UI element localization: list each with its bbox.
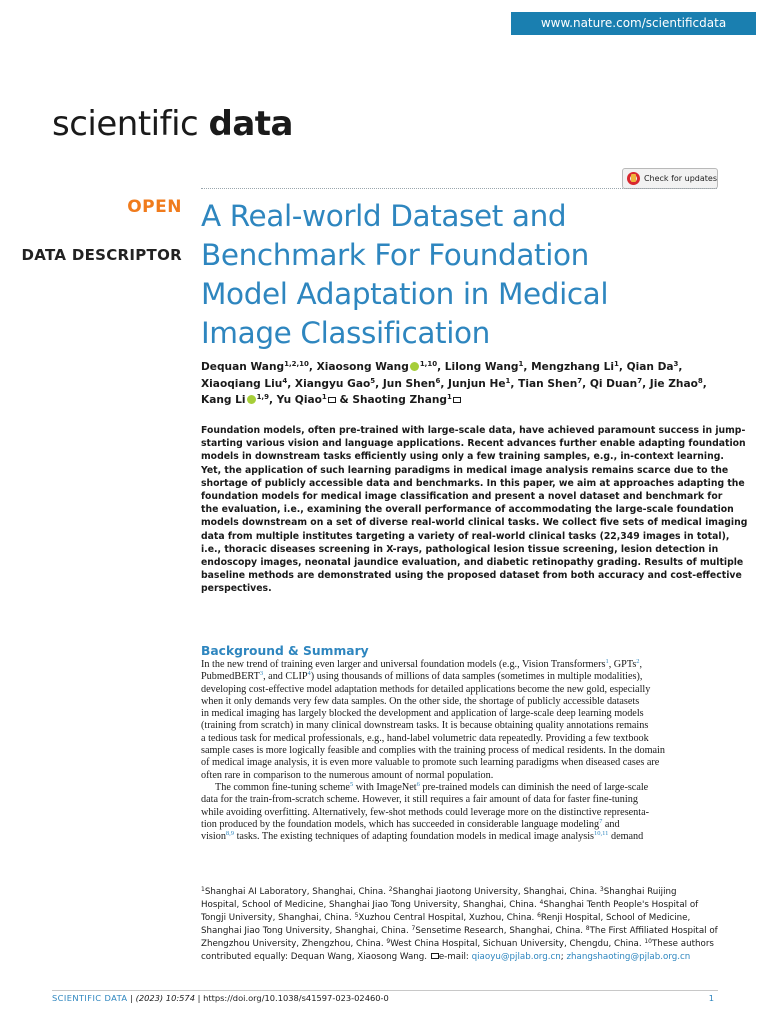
author-name[interactable]: , Jun Shen [375, 377, 436, 390]
body-line: vision$^{8,9}$ tasks. The existing techniques of adapting foundation models in medical image analysis$^{10,11}$ demand [201, 830, 644, 843]
footer-divider [52, 990, 718, 991]
author-name[interactable]: Dequan Wang [201, 361, 285, 373]
journal-logo [52, 104, 293, 144]
journal-url[interactable]: www.nature.com/scientificdata [511, 12, 756, 35]
journal-logo-bold: data [208, 104, 293, 144]
author-name[interactable]: Xiaoqiang Liu [201, 377, 283, 390]
check-for-updates-button[interactable] [622, 168, 718, 189]
author-name[interactable]: , Jie Zhao [642, 377, 698, 390]
author-line: Dequan Wang$^{1,2,10}$, Xiaosong Wang $^{1,10}$, Lilong Wang$^1$, Mengzhang Li$^1$, Qian Da$^3$, [201, 360, 683, 373]
abstract [201, 424, 748, 596]
article-title [201, 197, 731, 353]
section-heading: Background & Summary [201, 644, 369, 658]
orcid-icon[interactable] [410, 362, 419, 371]
author-name[interactable]: , Lilong Wang [437, 361, 519, 373]
affiliations [201, 886, 721, 963]
body-line: of medical image analysis, it is even more valuable to promote such learning paradigms when diseased cases are [201, 757, 660, 769]
footer-journal: SCIENTIFIC DATA [52, 993, 128, 1003]
author-list [201, 359, 721, 409]
author-name[interactable]: & Shaoting Zhang [335, 394, 447, 406]
affiliation-line: $^1$Shanghai AI Laboratory, Shanghai, China. $^2$Shanghai Jiaotong University, Shanghai, China. $^3$Shanghai Ruijing [201, 886, 677, 897]
body-line: sample cases is more logically feasible and complies with the training process of medical residents. In the domain [201, 745, 665, 757]
body-line: In the new trend of training even larger and universal foundation models (e.g., Vision Transformers$^1$, GPTs$^2$, [201, 658, 643, 670]
abstract-line: perspectives. [201, 583, 272, 595]
email-link[interactable]: qiaoyu@pjlab.org.cn [471, 951, 561, 962]
abstract-line: Foundation models, often pre-trained with large-scale data, have achieved paramount success in jump- [201, 425, 746, 436]
email-icon [431, 953, 439, 959]
abstract-line: the evaluation, i.e., examining the overall performance of accommodating the large-scale foundation [201, 504, 734, 516]
abstract-line: data from multiple institutes targeting a variety of real-world clinical tasks (22,349 images in total), [201, 530, 730, 542]
article-type-label: DATA DESCRIPTOR [21, 246, 182, 264]
email-icon[interactable] [453, 397, 461, 403]
affiliation-line: Shanghai Jiao Tong University, Shanghai, China. $^7$Sensetime Research, Shanghai, China. $^8$The First Affiliated Hospital of [201, 924, 718, 936]
citation-link[interactable]: 10,11 [594, 830, 609, 838]
body-line: a tedious task for medical professionals, e.g., hand-label volumetric data repeatedly. Providing a few textbook [201, 732, 649, 744]
title-line: Benchmark For Foundation [201, 238, 589, 272]
citation-link[interactable]: 7 [599, 817, 603, 825]
body-line: (training from scratch) in many clinical downstream tasks. It is because obtaining quality annotations remains [201, 720, 649, 732]
affiliation-line: Hospital, School of Medicine, Shanghai Jiao Tong University, Shanghai, China. $^4$Shanghai Tenth People's Hospital of [201, 898, 699, 910]
affiliation-line: contributed equally: Dequan Wang, Xiaosong Wang. e-mail: qiaoyu@pjlab.org.cn; zhangshaoting@pjlab.org.cn [201, 951, 691, 962]
dotted-divider [201, 188, 717, 189]
abstract-line: baseline methods are demonstrated using the proposed dataset from both accuracy and cost-effective [201, 570, 742, 582]
body-line: tion produced by the foundation models, which has succeeded in considerable language modeling$^7$ and [201, 817, 620, 830]
abstract-line: endoscopy images, neonatal jaundice evaluation, and diabetic retinopathy grading. Results of multiple [201, 557, 744, 569]
author-name[interactable]: , Tian Shen [510, 377, 578, 390]
author-name[interactable]: , Qian Da [618, 361, 674, 373]
author-name[interactable]: , Qi Duan [582, 377, 638, 390]
affiliation-line: Zhengzhou University, Zhengzhou, China. $^9$West China Hospital, Sichuan University, Chengdu, China. $^{10}$These authors [201, 937, 714, 949]
citation-link[interactable]: 1 [605, 658, 609, 665]
abstract-line: models in downstream tasks efficiently using only a few training samples, e.g., in-context learning. [201, 451, 724, 463]
abstract-line: starting various vision and language applications. Recent advances further enable adapting foundation [201, 438, 746, 450]
abstract-line: i.e., thoracic diseases screening in X-rays, pathological lesion tissue screening, lesion detection in [201, 543, 719, 555]
page-number: 1 [708, 993, 714, 1003]
title-line: Model Adaptation in Medical [201, 277, 609, 311]
author-line: Xiaoqiang Liu$^4$, Xiangyu Gao$^5$, Jun Shen$^6$, Junjun He$^1$, Tian Shen$^7$, Qi Duan$^7$, Jie Zhao$^8$, [201, 376, 707, 390]
abstract-line: shortage of publicly accessible data and benchmarks. In this paper, we aim at approaches adapting the [201, 477, 745, 489]
crossmark-icon [627, 172, 640, 185]
footer-doi[interactable]: | https://doi.org/10.1038/s41597-023-02460-0 [195, 993, 389, 1003]
citation-link[interactable]: 3 [259, 670, 264, 678]
title-line: A Real-world Dataset and [201, 199, 567, 233]
citation-link[interactable]: 8,9 [225, 830, 235, 838]
body-line: in medical imaging has largely blocked the development and application of large-scale deep learning models [201, 708, 644, 720]
journal-logo-light: scientific [52, 104, 209, 144]
body-text [201, 659, 717, 843]
citation-link[interactable]: 5 [349, 780, 354, 788]
body-line: developing cost-effective model adaptation methods for detailed applications become the new gold, especially [201, 683, 651, 695]
check-for-updates-label: Check for updates [643, 174, 717, 183]
author-name[interactable]: , Mengzhang Li [523, 361, 614, 373]
author-name[interactable]: , Junjun He [440, 377, 506, 390]
author-name[interactable]: Kang Li [201, 394, 246, 406]
author-name[interactable]: , Yu Qiao [268, 394, 322, 406]
footer-citation: (2023) 10:574 [135, 993, 195, 1003]
affiliation-line: Tongji University, Shanghai, China. $^5$Xuzhou Central Hospital, Xuzhou, China. $^6$Renji Hospital, School of Medicine, [201, 911, 691, 923]
author-line: Kang Li $^{1,9}$, Yu Qiao$^1$ & Shaoting Zhang$^1$ [201, 392, 721, 409]
citation-link[interactable]: 4 [307, 670, 311, 678]
body-line: while avoiding overfitting. Alternatively, few-shot methods could leverage more on the distinctive representa- [201, 806, 650, 818]
body-line: The common fine-tuning scheme$^5$ with ImageNet$^6$ pre-trained models can diminish the need of large-scale [215, 780, 649, 793]
citation-link[interactable]: 6 [416, 780, 420, 788]
email-icon[interactable] [328, 397, 336, 403]
open-access-label: OPEN [127, 197, 182, 217]
title-line: Image Classification [201, 316, 490, 350]
body-line: when it only demands very few data samples. On the other side, the shortage of publicly accessible datasets [201, 695, 640, 707]
body-line: often rare in comparison to the numerous amount of normal population. [201, 769, 494, 781]
author-name[interactable]: , Xiaosong Wang [308, 361, 409, 373]
footer: SCIENTIFIC DATA | (2023) 10:574 | https://doi.org/10.1038/s41597-023-02460-0 [52, 993, 389, 1003]
email-link[interactable]: zhangshaoting@pjlab.org.cn [566, 951, 691, 962]
abstract-line: Yet, the application of such learning paradigms in medical image analysis remains scarce due to the [201, 464, 729, 476]
citation-link[interactable]: 2 [636, 658, 640, 665]
author-name[interactable]: , Xiangyu Gao [287, 377, 371, 390]
abstract-line: models downstream on a set of diverse real-world clinical tasks. We collect five sets of medical imaging [201, 517, 748, 529]
abstract-line: foundation models for medical image classification and present a novel dataset and benchmark for [201, 491, 723, 503]
orcid-icon[interactable] [247, 395, 256, 404]
body-line: PubmedBERT$^3$, and CLIP$^4$) using thousands of millions of data samples (sometimes in multiple modalities), [201, 670, 643, 683]
body-line: data for the train-from-scratch scheme. However, it still requires a fair amount of data for faster fine-tuning [201, 794, 638, 806]
